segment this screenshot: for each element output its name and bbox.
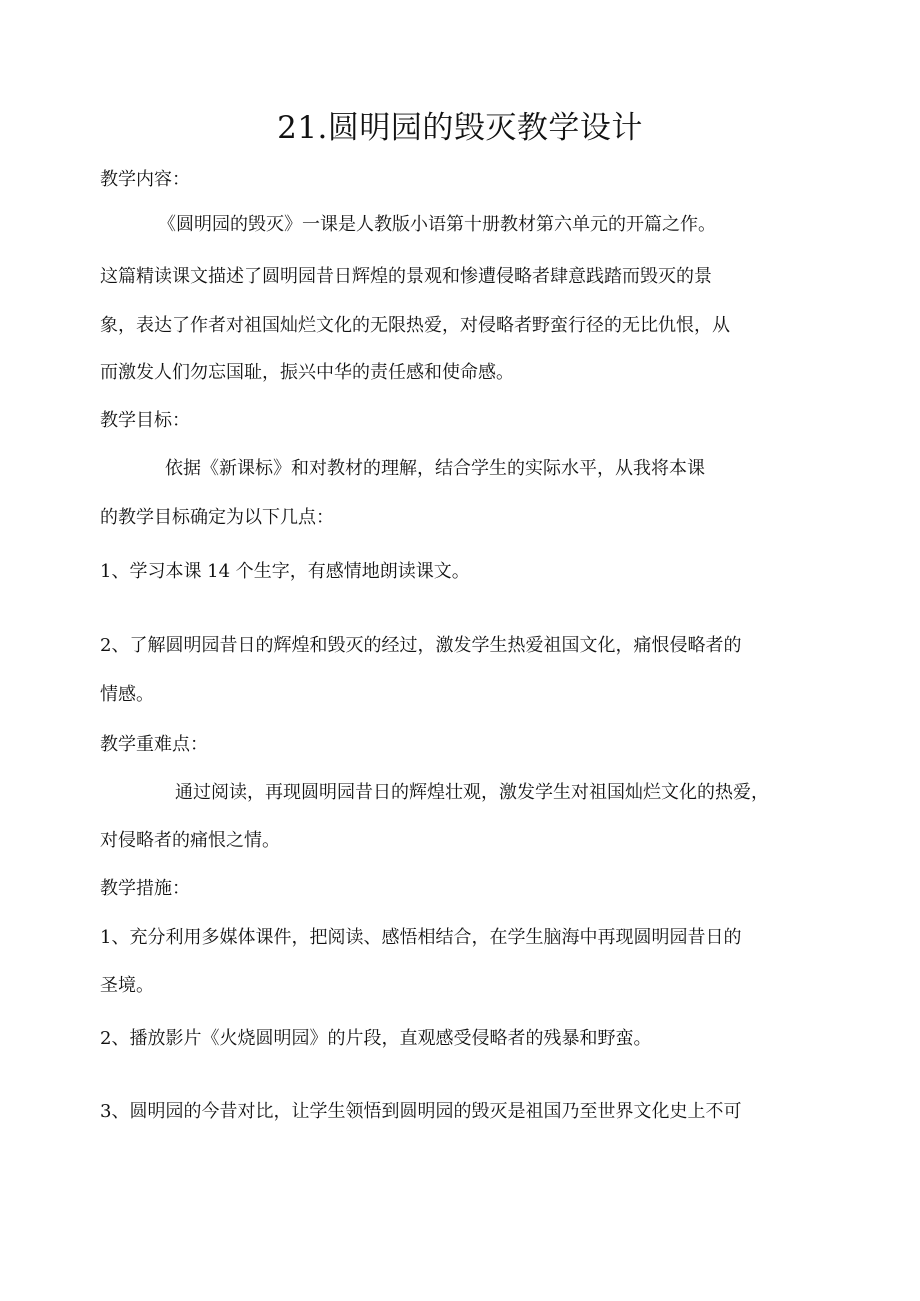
difficulties-line-2: 对侵略者的痛恨之情。	[100, 830, 280, 851]
measures-item-1-line-2: 圣境。	[100, 975, 154, 996]
goals-intro-line-1: 依据《新课标》和对教材的理解，结合学生的实际水平，从我将本课	[165, 458, 705, 479]
section-heading-measures: 教学措施：	[100, 878, 190, 899]
goals-intro-line-2: 的教学目标确定为以下几点：	[100, 507, 334, 528]
goals-item-2-line-1: 2、了解圆明园昔日的辉煌和毁灭的经过，激发学生热爱祖国文化，痛恨侵略者的	[100, 635, 742, 656]
content-paragraph-line-1: 《圆明园的毁灭》一课是人教版小语第十册教材第六单元的开篇之作。	[158, 214, 716, 235]
goals-item-1: 1、学习本课 14 个生字，有感情地朗读课文。	[100, 561, 470, 582]
measures-item-3: 3、圆明园的今昔对比，让学生领悟到圆明园的毁灭是祖国乃至世界文化史上不可	[100, 1101, 742, 1122]
difficulties-line-1: 通过阅读，再现圆明园昔日的辉煌壮观，激发学生对祖国灿烂文化的热爱，	[175, 782, 769, 803]
section-heading-content: 教学内容：	[100, 169, 190, 190]
content-paragraph-line-3: 象，表达了作者对祖国灿烂文化的无限热爱，对侵略者野蛮行径的无比仇恨，从	[100, 315, 730, 336]
goals-item-2-line-2: 情感。	[100, 684, 154, 705]
measures-item-1-line-1: 1、充分利用多媒体课件，把阅读、感悟相结合，在学生脑海中再现圆明园昔日的	[100, 927, 742, 948]
document-title: 21.圆明园的毁灭教学设计	[277, 110, 643, 146]
section-heading-goals: 教学目标：	[100, 410, 190, 431]
content-paragraph-line-2: 这篇精读课文描述了圆明园昔日辉煌的景观和惨遭侵略者肆意践踏而毁灭的景	[100, 266, 712, 287]
section-heading-difficulties: 教学重难点：	[100, 734, 208, 755]
measures-item-2: 2、播放影片《火烧圆明园》的片段，直观感受侵略者的残暴和野蛮。	[100, 1028, 652, 1049]
content-paragraph-line-4: 而激发人们勿忘国耻，振兴中华的责任感和使命感。	[100, 362, 514, 383]
